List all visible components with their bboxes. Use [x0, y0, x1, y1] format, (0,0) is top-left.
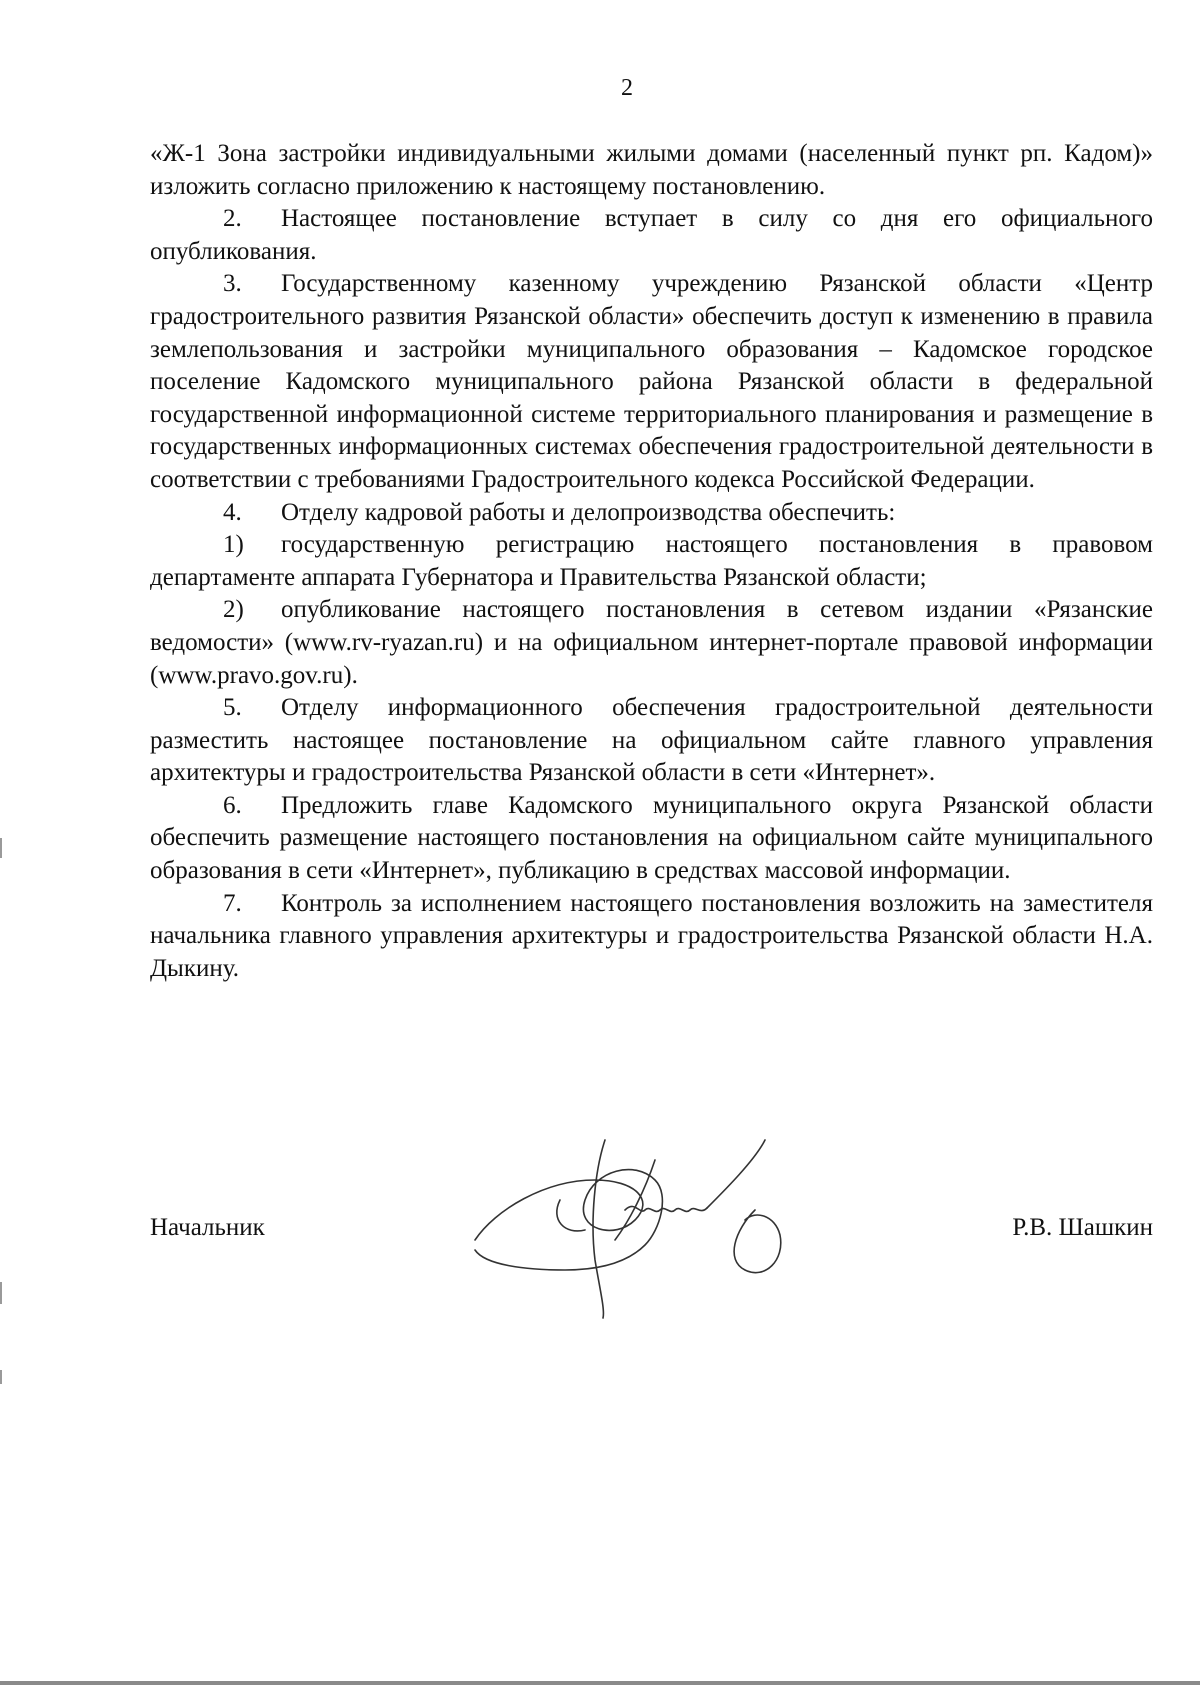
page-number: 2 [621, 75, 633, 101]
paragraph-item-3 [150, 268, 1153, 496]
signatory-position: Начальник [150, 1214, 265, 1241]
paragraph-item-7 [150, 888, 1153, 986]
item-text: опубликование настоящего постановления в сетевом издании «Рязанские ведомости» (www.rv-ryazan.ru) и на официальном интернет-портале правовой информации (www.pravo.gov.ru). [150, 596, 1153, 689]
item-number: 7. [223, 889, 242, 917]
scan-edge-mark [0, 838, 2, 858]
item-number: 5. [223, 694, 242, 722]
item-text: Контроль за исполнением настоящего постановления возложить на заместителя начальника главного управления архитектуры и градостроительства Рязанской области Н.А. Дыкину. [150, 889, 1153, 982]
scan-edge-line [0, 1681, 1200, 1685]
item-number: 2. [223, 205, 242, 233]
item-number: 3. [223, 270, 242, 298]
paragraph-item-4-2 [150, 594, 1153, 692]
item-text: Отделу информационного обеспечения градостроительной деятельности разместить настоящее постановление на официальном сайте главного управления архитектуры и градостроительства Рязанской области в сети «Интернет». [150, 694, 1153, 787]
signature-block [150, 1212, 1153, 1252]
scan-edge-mark [0, 1282, 2, 1304]
scan-edge-mark [0, 1370, 2, 1384]
item-text: государственную регистрацию настоящего постановления в правовом департаменте аппарата Губернатора и Правительства Рязанской области; [150, 531, 1153, 591]
document-body [150, 138, 1153, 985]
paragraph-item-6 [150, 790, 1153, 888]
paragraph-item-5 [150, 692, 1153, 790]
item-number: 1) [223, 531, 244, 559]
item-number: 4. [223, 498, 242, 526]
paragraph-item-2 [150, 203, 1153, 268]
item-text: Предложить главе Кадомского муниципального округа Рязанской области обеспечить размещение настоящего постановления на официальном сайте муниципального образования в сети «Интернет», публикацию в средствах массовой информации. [150, 791, 1153, 885]
item-text: Государственному казенному учреждению Рязанской области «Центр градостроительного развития Рязанской области» обеспечить доступ к изменению в правила землепользования и застройки муниципального образования – Кадомское городское поселение Кадомского муниципального района Рязанской области в федеральной государственной информационной системе территориального планирования и размещение в государственных информационных системах обеспечения градостроительной деятельности в соответствии с требованиями Градостроительного кодекса Российской Федерации. [150, 270, 1153, 493]
item-number: 2) [223, 596, 244, 624]
paragraph-item-4 [150, 497, 1153, 530]
item-text: Настоящее постановление вступает в силу со дня его официального опубликования. [150, 205, 1153, 265]
signatory-name: Р.В. Шашкин [1012, 1214, 1153, 1241]
item-text: Отделу кадровой работы и делопроизводства обеспечить: [281, 498, 896, 526]
item-number: 6. [223, 791, 242, 819]
paragraph-item-4-1 [150, 529, 1153, 594]
paragraph-intro: «Ж-1 Зона застройки индивидуальными жилыми домами (населенный пункт рп. Кадом)» изложить согласно приложению к настоящему постановлению. [150, 140, 1153, 200]
